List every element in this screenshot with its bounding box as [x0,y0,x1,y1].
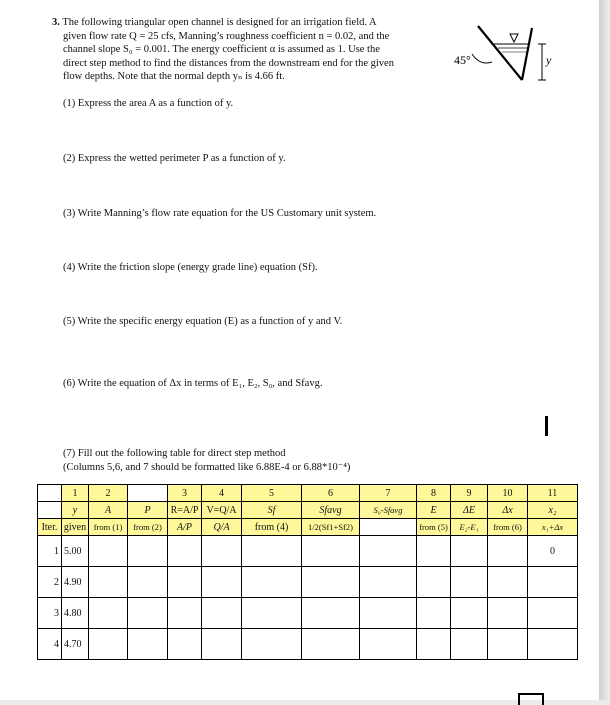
table-header-row-numbers [38,485,578,502]
x2-cell[interactable] [528,629,578,660]
col-source [360,519,417,536]
iter-cell: 4 [38,629,62,660]
table-row [38,598,578,629]
iter-cell: 1 [38,536,62,567]
col-name: y [62,502,89,519]
question-1: (1) Express the area A as a function of y. [63,98,234,109]
blank-cell[interactable] [302,536,360,567]
col-number: 3 [168,485,202,502]
col-source: x₁+Δx [528,519,578,536]
blank-cell[interactable] [128,629,168,660]
blank-cell[interactable] [89,567,128,598]
col-source: from (2) [128,519,168,536]
question-7-title: (7) Fill out the following table for direct step method [63,448,286,459]
table-row [38,629,578,660]
blank-cell[interactable] [302,629,360,660]
blank-cell[interactable] [360,598,417,629]
blank-cell[interactable] [168,536,202,567]
col-source: 1/2(Sf1+Sf2) [302,519,360,536]
blank-cell[interactable] [360,536,417,567]
col-number: 2 [89,485,128,502]
blank-cell[interactable] [242,598,302,629]
blank-cell[interactable] [168,598,202,629]
x2-cell: 0 [528,536,578,567]
blank-cell[interactable] [202,629,242,660]
blank-cell[interactable] [417,629,451,660]
depth-cell: 4.90 [62,567,89,598]
col-number: 7 [360,485,417,502]
col-source: from (6) [488,519,528,536]
blank-cell[interactable] [302,567,360,598]
blank-cell[interactable] [128,598,168,629]
blank-cell[interactable] [242,629,302,660]
depth-cell: 4.80 [62,598,89,629]
col-name: V=Q/A [202,502,242,519]
table-row [38,567,578,598]
blank-cell[interactable] [417,536,451,567]
col-number: 1 [62,485,89,502]
blank-cell[interactable] [242,567,302,598]
page-corner-box [518,693,544,705]
question-5: (5) Write the specific energy equation (E) as a function of y and V. [63,316,343,327]
blank-cell[interactable] [302,598,360,629]
col-name: Sf [242,502,302,519]
problem-line: direct step method to find the distances from the downstream end for the given [63,57,394,69]
water-level-triangle-icon [510,34,518,42]
col-name: E [417,502,451,519]
blank-cell[interactable] [488,536,528,567]
col-name: Sfavg [302,502,360,519]
angle-label: 45° [454,53,471,67]
problem-line: given flow rate Q = 25 cfs, Manning’s roughness coefficient n = 0.02, and the [63,30,390,42]
col-name: P [128,502,168,519]
question-2: (2) Express the wetted perimeter P as a function of y. [63,153,286,164]
blank-cell[interactable] [89,598,128,629]
col-number: 9 [451,485,488,502]
problem-line: channel slope S₀ = 0.001. The energy coefficient α is assumed as 1. Use the [63,44,380,56]
col-name: x₂ [528,502,578,519]
text-cursor [545,416,548,436]
col-number: 6 [302,485,360,502]
iter-cell: 3 [38,598,62,629]
blank-cell[interactable] [488,598,528,629]
iter-cell: 2 [38,567,62,598]
col-source: A/P [168,519,202,536]
blank-cell[interactable] [202,567,242,598]
col-number: 5 [242,485,302,502]
depth-cell: 4.70 [62,629,89,660]
blank-cell[interactable] [242,536,302,567]
blank-cell[interactable] [360,629,417,660]
direct-step-table [37,484,578,660]
col-name: A [89,502,128,519]
col-number: 11 [528,485,578,502]
col-source: E₂-E₁ [451,519,488,536]
blank-cell[interactable] [417,567,451,598]
col-number: 4 [202,485,242,502]
col-source: from (1) [89,519,128,536]
col-name: R=A/P [168,502,202,519]
table-header-row-sources [38,519,578,536]
blank-cell[interactable] [488,567,528,598]
blank-cell[interactable] [417,598,451,629]
depth-cell: 5.00 [62,536,89,567]
blank-cell[interactable] [168,629,202,660]
blank-cell[interactable] [128,536,168,567]
col-source: Iter. [38,519,62,536]
col-name: ΔE [451,502,488,519]
blank-cell[interactable] [168,567,202,598]
col-number: 10 [488,485,528,502]
blank-cell[interactable] [128,567,168,598]
x2-cell[interactable] [528,598,578,629]
col-source: given [62,519,89,536]
col-number: 8 [417,485,451,502]
x2-cell[interactable] [528,567,578,598]
table-header-row-names [38,502,578,519]
blank-cell[interactable] [451,567,488,598]
angle-arc [472,54,492,63]
depth-label: y [546,53,552,67]
question-6: (6) Write the equation of Δx in terms of E₁, E₂, S₀, and Sfavg. [63,378,323,389]
blank-cell[interactable] [451,536,488,567]
col-name: S₀-Sfavg [360,502,417,519]
question-3: (3) Write Manning’s flow rate equation for the US Customary unit system. [63,208,377,219]
blank-cell[interactable] [488,629,528,660]
problem-number: 3. [52,17,60,28]
blank-cell[interactable] [202,598,242,629]
triangular-channel-figure [450,20,560,90]
col-source: Q/A [202,519,242,536]
blank-cell[interactable] [202,536,242,567]
col-source: from (4) [242,519,302,536]
page-shadow [599,0,610,700]
channel-right-wall [522,28,532,80]
blank-cell[interactable] [451,629,488,660]
problem-statement [52,16,394,84]
blank-cell[interactable] [360,567,417,598]
col-source: from (5) [417,519,451,536]
question-7-subtitle: (Columns 5,6, and 7 should be formatted like 6.88E-4 or 6.88*10⁻⁴) [63,462,351,473]
blank-cell[interactable] [89,629,128,660]
col-name: Δx [488,502,528,519]
question-4: (4) Write the friction slope (energy grade line) equation (Sf). [63,262,318,273]
blank-cell[interactable] [89,536,128,567]
blank-cell[interactable] [451,598,488,629]
table-row [38,536,578,567]
problem-line: flow depths. Note that the normal depth yₙ is 4.66 ft. [63,71,285,83]
problem-line: The following triangular open channel is designed for an irrigation field. A [62,17,377,28]
